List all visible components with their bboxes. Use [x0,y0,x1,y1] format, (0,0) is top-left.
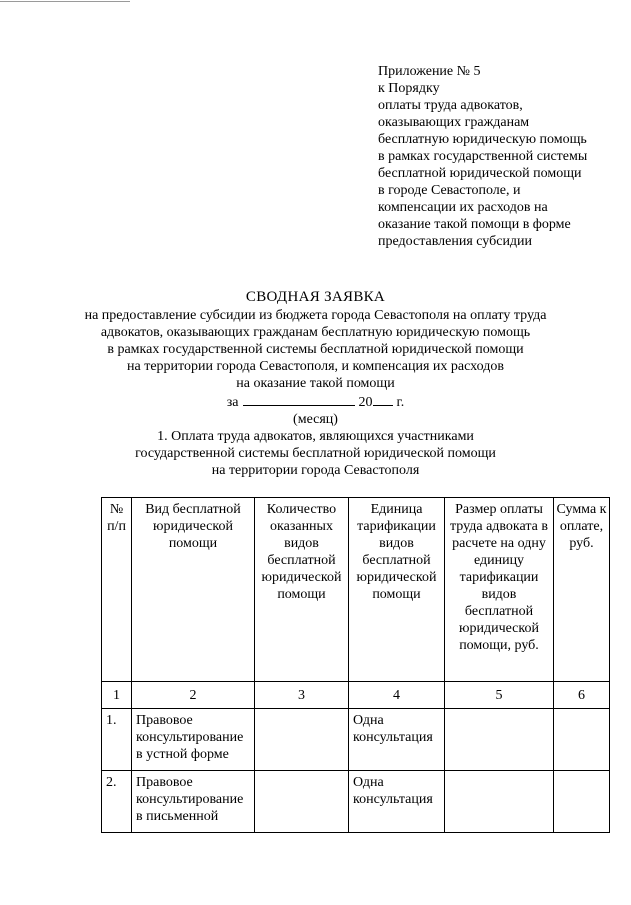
section-heading: на территории города Севастополя [211,463,420,478]
assistance-type-cell: Правовое консультирование в письменной [132,771,255,833]
column-number: 6 [554,682,610,709]
column-header: Единица тарификации видов бесплатной юридической помощи [349,498,445,682]
row-number: 2. [102,771,132,833]
count-cell[interactable] [255,771,349,833]
month-blank-field[interactable] [243,392,355,406]
title-line: на территории города Севастополя, и компенсация их расходов [127,359,504,374]
appendix-line: оказывающих гражданам [378,115,530,130]
subsidy-table [101,497,610,833]
appendix-line: бесплатной юридической помощи [378,166,582,181]
row-number: 1. [102,709,132,771]
year-blank-field[interactable] [373,392,393,406]
tariff-unit-cell: Одна консультация [349,709,445,771]
column-number: 1 [102,682,132,709]
column-number: 3 [255,682,349,709]
top-rule [0,1,130,2]
column-header: Вид бесплатной юридической помощи [132,498,255,682]
title-line: в рамках государственной системы бесплатной юридической помощи [107,342,524,357]
sum-cell[interactable] [554,709,610,771]
tariff-unit-cell: Одна консультация [349,771,445,833]
count-cell[interactable] [255,709,349,771]
column-header: Количество оказанных видов бесплатной юридической помощи [255,498,349,682]
appendix-line: компенсации их расходов на [378,200,548,215]
section-heading: 1. Оплата труда адвокатов, являющихся участниками [157,429,474,444]
page-title: СВОДНАЯ ЗАЯВКА [245,289,386,305]
period-hint: (месяц) [293,412,338,427]
title-line: на оказание такой помощи [236,376,395,391]
table-header-row [102,498,610,682]
column-number-row [102,682,610,709]
appendix-line: предоставления субсидии [378,234,533,249]
assistance-type-cell: Правовое консультирование в устной форме [132,709,255,771]
table-row [102,771,610,833]
section-heading: государственной системы бесплатной юридической помощи [135,446,496,461]
period-suffix: г. [396,395,405,410]
appendix-line: в рамках государственной системы [378,149,588,164]
rate-cell[interactable] [445,771,554,833]
column-number: 2 [132,682,255,709]
rate-cell[interactable] [445,709,554,771]
table-row [102,709,610,771]
period-line [0,392,631,411]
appendix-block [378,63,628,250]
appendix-line: в городе Севастополе, и [378,183,521,198]
appendix-line: оказание такой помощи в форме [378,217,571,232]
column-header: Размер оплаты труда адвоката в расчете на одну единицу тарификации видов бесплатной юридической помощи, руб. [445,498,554,682]
column-number: 4 [349,682,445,709]
appendix-line: оплаты труда адвокатов, [378,98,523,113]
document-title-block [0,289,631,479]
period-year: 20 [358,395,373,410]
column-header: № п/п [102,498,132,682]
sum-cell[interactable] [554,771,610,833]
column-header: Сумма к оплате, руб. [554,498,610,682]
title-line: адвокатов, оказывающих гражданам бесплатную юридическую помощь [100,325,531,340]
appendix-line: бесплатную юридическую помощь [378,132,587,147]
column-number: 5 [445,682,554,709]
period-prefix: за [226,395,239,410]
title-line: на предоставление субсидии из бюджета города Севастополя на оплату труда [84,308,547,323]
appendix-line: Приложение № 5 [378,64,481,79]
appendix-line: к Порядку [378,81,440,96]
